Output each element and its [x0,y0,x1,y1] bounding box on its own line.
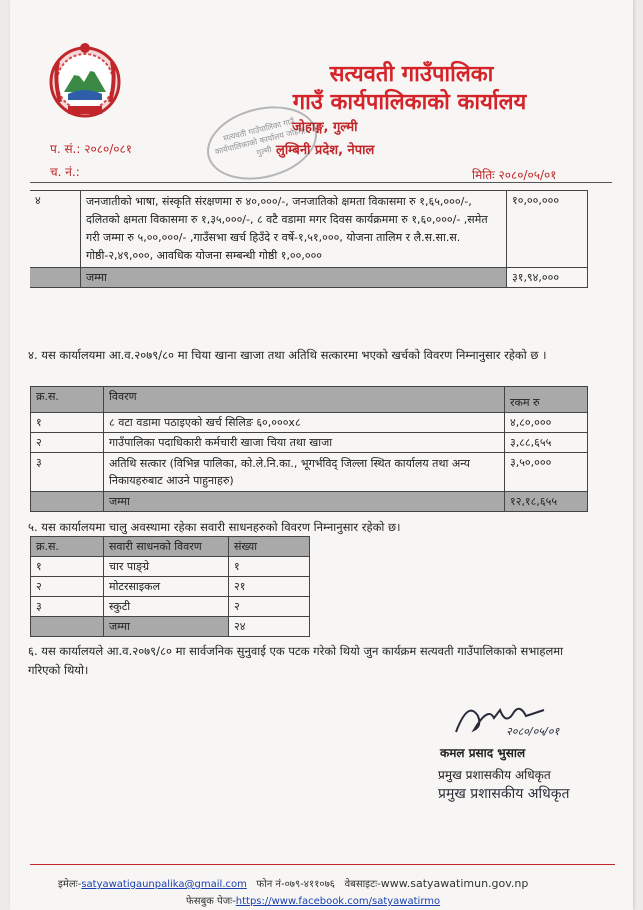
footer-contact-line [58,876,528,890]
detail-cell: मोटरसाइकल [104,577,229,597]
handwritten-date: २०८०/०५/०१ [506,725,560,738]
table-row [31,453,588,492]
count-cell: २ [229,597,310,617]
phone-number: फोन नं-०७९-४११०७६ [256,879,336,890]
email-label: इमेलः- [58,879,82,890]
header-detail: विवरण [104,387,505,413]
paragraph-4: ४. यस कार्यालयमा आ.व.२०७९/८० मा चिया खाना खाजा तथा अतिथि सत्कारमा भएको खर्चको विवरण निम्नानुसार रहेको छ । [28,348,547,362]
signatory-name: कमल प्रसाद भुसाल [440,746,526,760]
stamp-text: सत्यवती गाउँपालिका गाउँ कार्यपालिकाको कार्यालय जोहाङ्ग, गुल्मी [214,116,309,158]
address-line1: जोहाङ्ग, गुल्मी [292,120,358,135]
office-name-line2: गाउँ कार्यपालिकाको कार्यालय [292,90,527,115]
amount-cell: १०,००,००० [507,191,588,268]
total-label: जम्मा [81,268,507,288]
table-row [31,597,310,617]
address-line2: लुम्बिनी प्रदेश, नेपाल [276,143,375,158]
serial-cell: २ [31,577,104,597]
table-total-row [30,268,588,288]
email-link[interactable]: satyawatigaunpalika@gmail.com [81,879,247,890]
header-sn: क्र.स. [31,387,104,413]
paragraph-5: ५. यस कार्यालयमा चालु अवस्थामा रहेका सवारी साधनहरुको विवरण निम्नानुसार रहेको छ। [28,520,401,534]
table-total-row [31,617,310,637]
signatory-title: प्रमुख प्रशासकीय अधिकृत [438,768,551,782]
detail-cell: ८ वटा वडामा पठाइएको खर्च सिलिङ ६०,०००x८ [104,413,505,433]
total-label: जम्मा [104,617,229,637]
amount-cell: ३,५०,००० [505,453,588,492]
detail-cell: जनजातीको भाषा, संस्कृति संरक्षणमा रु ४०,०००/-, जनजातिको क्षमता विकासमा रु १,६५,०००/-, दलितको क्षमता विकासमा रु १,३५,०००/-, ८ वटै वडामा मगर दिवस कार्यक्रममा रु १,६०,०००/- ,समेत गरी जम्मा रु ५,००,०००/- ,गाउँसभा खर्च हिउँदे र वर्षे-१,५१,०००, योजना तालिम र लै.स.सा.स. गोष्ठी-२,४९,०००, आवधिक योजना सम्बन्धी गोष्ठी १,००,००० [81,191,507,268]
serial-cell: ३ [31,453,104,492]
serial-cell: २ [31,433,104,453]
count-cell: १ [229,557,310,577]
header-detail: सवारी साधनको विवरण [104,537,229,557]
amount-cell: ४,८०,००० [505,413,588,433]
serial-cell: १ [31,557,104,577]
document-page [10,0,633,910]
serial-cell: ३ [31,597,104,617]
title-stamp: प्रमुख प्रशासकीय अधिकृत [438,786,570,802]
table-total-row [31,492,588,512]
total-amount: १२,१८,६५५ [505,492,588,512]
detail-cell: स्कुटी [104,597,229,617]
website-label: वेबसाइटः- [344,879,381,890]
table-row [30,191,588,268]
reference-number: प. सं.: २०८०/०८१ [50,142,132,156]
document-date: मितिः २०८०/०५/०१ [472,168,557,182]
office-name-line1: सत्यवती गाउँपालिका [329,62,494,87]
serial-cell: ४ [30,191,81,268]
vehicle-table [30,536,310,637]
detail-cell: अतिथि सत्कार (विभिन्न पालिका, को.ले.नि.का., भूगर्भविद् जिल्ला स्थित कार्यालय तथा अन्य निकायहरुबाट आउने पाहुनाहरु) [104,453,505,492]
footer-divider [30,864,615,865]
table-row [31,433,588,453]
table-row [31,413,588,433]
detail-cell: चार पाङ्ग्रे [104,557,229,577]
table-row [31,557,310,577]
total-label: जम्मा [104,492,505,512]
footer-facebook-line [186,893,440,907]
total-count: २४ [229,617,310,637]
header-sn: क्र.स. [31,537,104,557]
table-header-row [31,537,310,557]
expense-table-continued [30,190,588,288]
website-link[interactable]: www.satyawatimun.gov.np [380,877,529,890]
hospitality-expense-table [30,386,588,512]
count-cell: २१ [229,577,310,597]
facebook-label: फेसबुक पेजः- [186,896,236,907]
detail-cell: गाउँपालिका पदाधिकारी कर्मचारी खाजा चिया तथा खाजा [104,433,505,453]
header-count: संख्या [229,537,310,557]
facebook-link[interactable]: https://www.facebook.com/satyawatirmo [235,896,441,907]
serial-cell: १ [31,413,104,433]
dispatch-number: च. नं.: [50,165,80,179]
total-amount: ३१,९४,००० [507,268,588,288]
header-divider [30,182,612,183]
table-header-row [31,387,588,413]
table-row [31,577,310,597]
amount-cell: ३,८८,६५५ [505,433,588,453]
paragraph-6: ६. यस कार्यालयले आ.व.२०७९/८० मा सार्वजनिक सुनुवाई एक पटक गरेको थियो जुन कार्यक्रम सत्यवती गाउँपालिकाको सभाहलमा गरिएको थियो। [28,644,564,677]
header-amount: रकम रु [505,387,588,413]
